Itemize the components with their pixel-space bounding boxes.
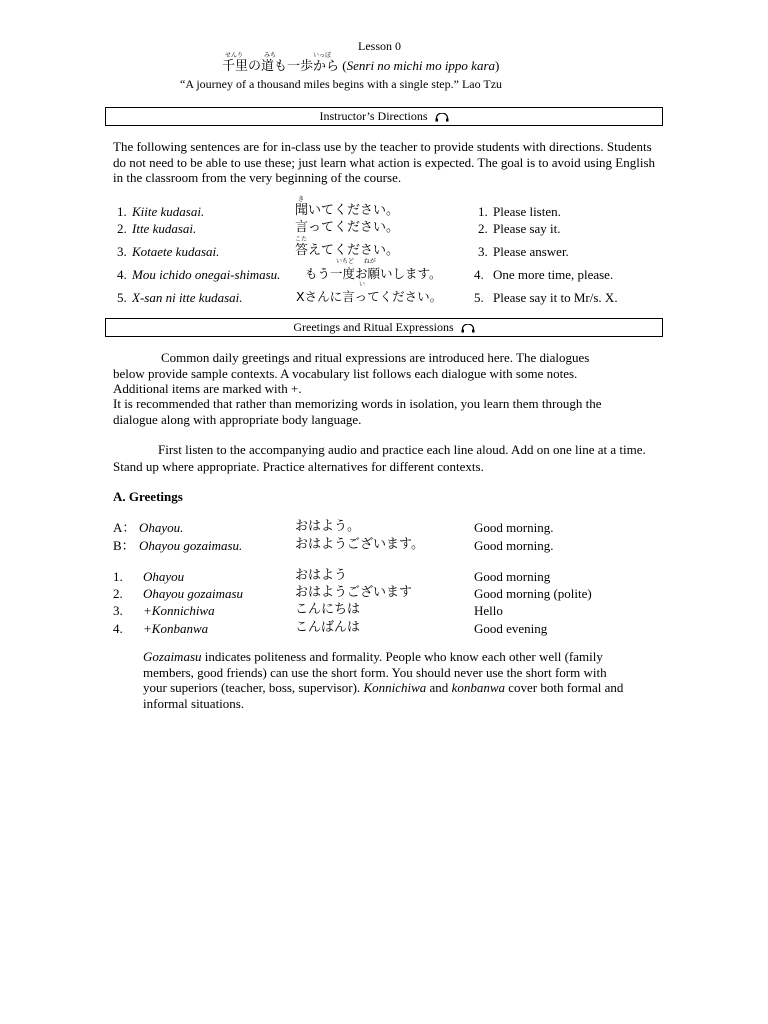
proverb-japanese: 千里の道も一歩から — [222, 59, 340, 74]
list-item-num: 1. — [117, 204, 127, 219]
list-item-english: Please say it to Mr/s. X. — [493, 290, 618, 305]
directions-header-box — [105, 107, 663, 126]
dialogue-english: Good morning. — [474, 520, 554, 535]
greetings-note: Gozaimasu indicates politeness and formality. People who know each other well (family members, good friends) can use the short form. You should never use the short form with your superiors (teacher, boss, supervisor). Konnichiwa and konbanwa cover both formal and informal situations. — [143, 649, 624, 711]
list-item-english: Please answer. — [493, 244, 569, 259]
list-item-en-num: 3. — [478, 244, 488, 259]
list-item-romaji: Mou ichido onegai-shimasu. — [132, 267, 281, 282]
vocab-num: 4. — [113, 621, 123, 636]
section-heading: A. Greetings — [113, 489, 183, 504]
vocab-japanese: おはようございます — [295, 585, 413, 600]
note-term: Konnichiwa — [363, 680, 427, 695]
greetings-header-box — [105, 318, 663, 337]
list-item-num: 4. — [117, 267, 127, 282]
note-term: Gozaimasu — [143, 649, 202, 664]
vocab-english: Hello — [474, 603, 503, 618]
quote: “A journey of a thousand miles begins with a single step.” Lao Tzu — [180, 77, 503, 91]
proverb: 千里の道も一歩から (Senri no michi mo ippo kara) — [222, 58, 500, 74]
list-item-en-num: 1. — [478, 204, 488, 219]
vocab-num: 3. — [113, 603, 123, 618]
vocab-num: 2. — [113, 586, 123, 601]
list-item-num: 3. — [117, 244, 127, 259]
ruby: いちど ねが — [336, 258, 376, 265]
list-item-en-num: 5. — [474, 290, 484, 305]
list-item-num: 2. — [117, 221, 127, 236]
vocab-japanese: こんにちは — [295, 602, 361, 617]
dialogue-japanese: おはようございます。 — [295, 537, 424, 552]
lesson-title: Lesson 0 — [358, 39, 401, 53]
vocab-english: Good morning (polite) — [474, 586, 592, 601]
vocab-english: Good morning — [474, 569, 551, 584]
vocab-romaji: +Konbanwa — [143, 621, 209, 636]
vocab-romaji: Ohayou — [143, 569, 185, 584]
vocab-romaji: Ohayou gozaimasu — [143, 586, 244, 601]
greetings-paragraph-1: Common daily greetings and ritual expressions are introduced here. The dialogues below provide sample contexts. A vocabulary list follows each dialogue with some notes. Additional items are marked with +. — [113, 350, 590, 396]
vocab-romaji: +Konnichiwa — [143, 603, 215, 618]
list-item-romaji: X-san ni itte kudasai. — [132, 290, 243, 305]
ruby: き — [298, 196, 305, 203]
dialogue-speaker: B： — [113, 538, 135, 553]
dialogue-romaji: Ohayou gozaimasu. — [139, 538, 243, 553]
headphones-icon — [435, 113, 449, 122]
list-item-japanese: 聞いてください。 — [295, 203, 400, 218]
greetings-paragraph-2: First listen to the accompanying audio and practice each line aloud. Add on one line at a time. Stand up where appropriate. Practice alternatives for different contexts. — [113, 442, 646, 474]
directions-intro: The following sentences are for in-class use by the teacher to provide students with directions. Students do not need to be able to use these; just learn what action is expected. The goal is to avoid using English in the classroom from the very beginning of the course. — [113, 139, 656, 185]
dialogue-english: Good morning. — [474, 538, 554, 553]
ruby-ippo: いっぽ — [313, 52, 332, 59]
list-item-japanese: Xさんに言ってください。 — [296, 289, 443, 304]
note-term: konbanwa — [451, 680, 506, 695]
list-item-romaji: Kotaete kudasai. — [132, 244, 220, 259]
list-item-english: One more time, please. — [493, 267, 614, 282]
list-item-japanese: 言ってください。 — [295, 220, 400, 235]
list-item-en-num: 2. — [478, 221, 488, 236]
greetings-title: Greetings and Ritual Expressions — [293, 320, 454, 334]
list-item-romaji: Kiite kudasai. — [132, 204, 205, 219]
list-item-japanese: 答えてください。 — [295, 243, 400, 258]
vocab-english: Good evening — [474, 621, 548, 636]
list-item-japanese: もう一度お願いします。 — [305, 266, 442, 281]
dialogue-speaker: A： — [113, 520, 136, 535]
greetings-paragraph-1b: It is recommended that rather than memorizing words in isolation, you learn them through the dialogue along with appropriate body language. — [113, 396, 602, 427]
list-item-english: Please listen. — [493, 204, 561, 219]
ruby-senri: せんり — [225, 52, 244, 59]
vocab-num: 1. — [113, 569, 123, 584]
ruby: い — [359, 281, 366, 288]
dialogue-romaji: Ohayou. — [139, 520, 184, 535]
vocab-japanese: こんばんは — [295, 620, 361, 635]
ruby-michi: みち — [264, 52, 277, 59]
headphones-icon — [461, 324, 475, 333]
proverb-romaji: Senri no michi mo ippo kara — [346, 58, 496, 73]
list-item-romaji: Itte kudasai. — [132, 221, 197, 236]
list-item-num: 5. — [117, 290, 127, 305]
directions-title: Instructor’s Directions — [319, 109, 428, 123]
dialogue-japanese: おはよう。 — [295, 519, 361, 534]
list-item-en-num: 4. — [474, 267, 484, 282]
vocab-japanese: おはよう — [295, 568, 348, 583]
list-item-english: Please say it. — [493, 221, 561, 236]
ruby: こた — [295, 236, 308, 243]
